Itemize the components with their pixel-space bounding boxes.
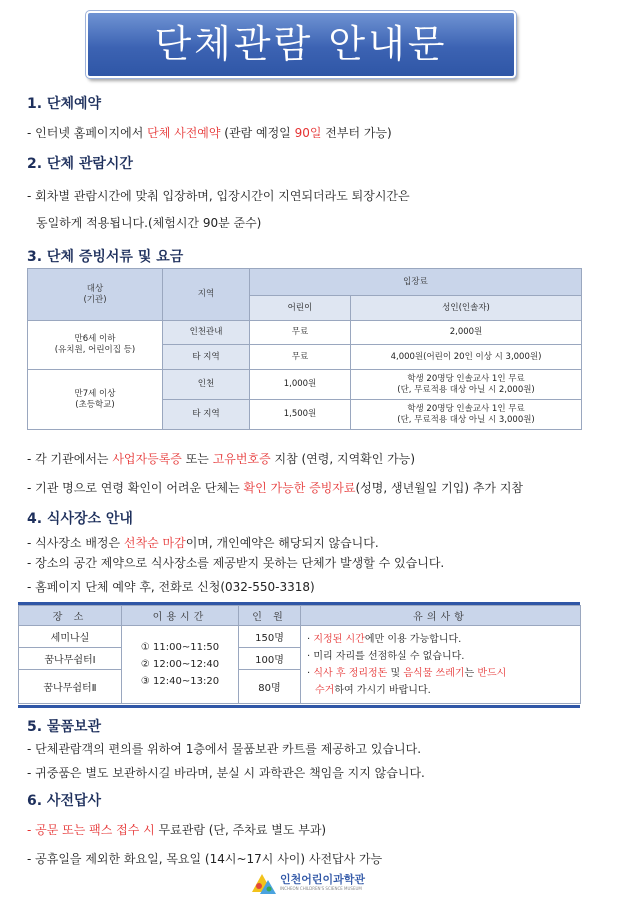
text-part: - 식사장소 배정은 bbox=[27, 536, 124, 550]
text-part: 는 bbox=[464, 667, 478, 679]
reservation-text bbox=[27, 124, 392, 141]
header-child: 어린이 bbox=[250, 296, 351, 321]
count-cell: 150명 bbox=[239, 626, 301, 648]
logo-mark-icon bbox=[250, 870, 278, 896]
place-cell: 세미나실 bbox=[19, 626, 122, 648]
highlight-text: 90일 bbox=[294, 126, 322, 140]
highlight-text: 지정된 시간 bbox=[313, 633, 365, 645]
header-text: 대상 bbox=[86, 283, 104, 294]
group-text: (초등학교) bbox=[75, 399, 115, 410]
text-part: 이며, 개인예약은 해당되지 않습니다. bbox=[185, 536, 379, 550]
notes-cell bbox=[301, 626, 581, 704]
header-time: 이용시간 bbox=[122, 606, 239, 626]
region-cell: 인천 bbox=[163, 370, 250, 400]
region-cell: 타 지역 bbox=[163, 345, 250, 370]
section-heading-reservation: 1. 단체예약 bbox=[27, 96, 102, 112]
dining-text-1 bbox=[27, 534, 379, 551]
highlight-text: 수거 bbox=[315, 684, 335, 696]
adult-fee-text: (단, 무료적용 대상 아닐 시 3,000원) bbox=[397, 414, 535, 425]
header-region: 지역 bbox=[163, 269, 250, 321]
header-adult: 성인(인솔자) bbox=[351, 296, 582, 321]
adult-fee-cell bbox=[351, 370, 582, 400]
adult-fee-cell: 2,000원 bbox=[351, 321, 582, 345]
dining-text-3: - 홈페이지 단체 예약 후, 전화로 신청(032-550-3318) bbox=[27, 580, 315, 594]
time-slot: ② 12:00~12:40 bbox=[140, 659, 220, 670]
dining-table bbox=[18, 605, 581, 704]
child-fee-cell: 1,500원 bbox=[250, 400, 351, 430]
highlight-text: 사업자등록증 bbox=[112, 452, 182, 466]
note-line bbox=[307, 631, 580, 648]
document-note-2 bbox=[27, 479, 523, 496]
highlight-text: - 공문 또는 팩스 접수 시 bbox=[27, 823, 155, 837]
time-slot: ① 11:00~11:50 bbox=[140, 642, 220, 653]
visit-time-text-1: - 회차별 관람시간에 맞춰 입장하며, 입장시간이 지연되더라도 퇴장시간은 bbox=[27, 189, 410, 203]
document-note-1 bbox=[27, 450, 415, 467]
logo-subtitle: INCHEON CHILDREN'S SCIENCE MUSEUM bbox=[280, 886, 362, 891]
time-slot: ③ 12:40~13:20 bbox=[140, 676, 220, 687]
page-title: 단체관람 안내문 bbox=[86, 11, 516, 78]
section-heading-dining: 4. 식사장소 안내 bbox=[27, 511, 133, 527]
preview-text-1 bbox=[27, 821, 326, 838]
highlight-text: 선착순 마감 bbox=[123, 536, 186, 550]
header-text: (기관) bbox=[83, 294, 107, 305]
place-cell: 꿈나무쉼터Ⅱ bbox=[19, 670, 122, 704]
header-count: 인 원 bbox=[239, 606, 301, 626]
section-heading-preview: 6. 사전답사 bbox=[27, 793, 102, 809]
section-heading-fees: 3. 단체 증빙서류 및 요금 bbox=[27, 249, 184, 265]
museum-logo bbox=[250, 869, 390, 897]
text-part: (관람 예정일 bbox=[220, 126, 295, 140]
text-part: - 인터넷 홈페이지에서 bbox=[27, 126, 148, 140]
storage-text-2: - 귀중품은 별도 보관하시길 바라며, 분실 시 과학관은 책임을 지지 않습니다. bbox=[27, 766, 425, 780]
count-cell: 100명 bbox=[239, 648, 301, 670]
visit-time-text-2: 동일하게 적용됩니다.(체험시간 90분 준수) bbox=[36, 216, 262, 230]
header-target bbox=[28, 269, 163, 321]
region-cell: 타 지역 bbox=[163, 400, 250, 430]
text-part: 전부터 가능) bbox=[321, 126, 392, 140]
place-cell: 꿈나무쉼터Ⅰ bbox=[19, 648, 122, 670]
text-part: - 각 기관에서는 bbox=[27, 452, 113, 466]
section-heading-visit-time: 2. 단체 관람시간 bbox=[27, 156, 133, 172]
child-fee-cell: 무료 bbox=[250, 345, 351, 370]
header-fee: 입장료 bbox=[250, 269, 582, 296]
section-heading-storage: 5. 물품보관 bbox=[27, 719, 102, 735]
group-text: (유치원, 어린이집 등) bbox=[54, 345, 136, 355]
header-place: 장 소 bbox=[19, 606, 122, 626]
note-line: · 미리 자리를 선점하실 수 없습니다. bbox=[307, 650, 465, 662]
highlight-text: 확인 가능한 증빙자료 bbox=[243, 481, 356, 495]
adult-fee-text: 학생 20명당 인솔교사 1인 무료 bbox=[407, 403, 525, 414]
adult-fee-cell: 4,000원(어린이 20인 이상 시 3,000원) bbox=[351, 345, 582, 370]
highlight-text: 식사 후 정리정돈 bbox=[313, 667, 388, 679]
header-note: 유의사항 bbox=[301, 606, 581, 626]
text-part: 또는 bbox=[181, 452, 213, 466]
highlight-text: 반드시 bbox=[477, 667, 507, 679]
highlight-text: 단체 사전예약 bbox=[147, 126, 221, 140]
text-part: (성명, 생년월일 기입) 추가 지참 bbox=[355, 481, 524, 495]
text-part: · bbox=[307, 667, 314, 679]
adult-fee-text: 학생 20명당 인솔교사 1인 무료 bbox=[407, 373, 525, 384]
adult-fee-cell bbox=[351, 400, 582, 430]
text-part: 무료관람 (단, 주차료 별도 부과) bbox=[154, 823, 327, 837]
text-part: - 기관 명으로 연령 확인이 어려운 단체는 bbox=[27, 481, 244, 495]
group-text: 만6세 이하 bbox=[74, 334, 116, 344]
region-cell: 인천관내 bbox=[163, 321, 250, 345]
group-text: 만7세 이상 bbox=[74, 388, 116, 399]
note-line bbox=[307, 682, 580, 699]
highlight-text: 음식물 쓰레기 bbox=[403, 667, 465, 679]
text-part: 지참 (연령, 지역확인 가능) bbox=[270, 452, 416, 466]
divider bbox=[18, 705, 580, 708]
highlight-text: 고유번호증 bbox=[212, 452, 271, 466]
time-cell bbox=[122, 626, 239, 704]
text-part: 에만 이용 가능합니다. bbox=[364, 633, 462, 645]
group-over7 bbox=[28, 370, 163, 430]
note-line bbox=[307, 665, 580, 682]
storage-text-1: - 단체관람객의 편의를 위하여 1층에서 물품보관 카트를 제공하고 있습니다. bbox=[27, 742, 422, 756]
dining-text-2: - 장소의 공간 제약으로 식사장소를 제공받지 못하는 단체가 발생할 수 있습니다. bbox=[27, 556, 445, 570]
count-cell: 80명 bbox=[239, 670, 301, 704]
fee-table bbox=[27, 268, 582, 430]
child-fee-cell: 무료 bbox=[250, 321, 351, 345]
child-fee-cell: 1,000원 bbox=[250, 370, 351, 400]
logo-name: 인천어린이과학관 bbox=[280, 873, 366, 886]
text-part: 및 bbox=[387, 667, 404, 679]
preview-text-2: - 공휴일을 제외한 화요일, 목요일 (14시~17시 사이) 사전답사 가능 bbox=[27, 852, 383, 866]
text-part: · bbox=[307, 633, 314, 645]
group-under6 bbox=[28, 321, 163, 370]
adult-fee-text: (단, 무료적용 대상 아닐 시 2,000원) bbox=[397, 384, 535, 395]
text-part: 하여 가시기 바랍니다. bbox=[334, 684, 431, 696]
